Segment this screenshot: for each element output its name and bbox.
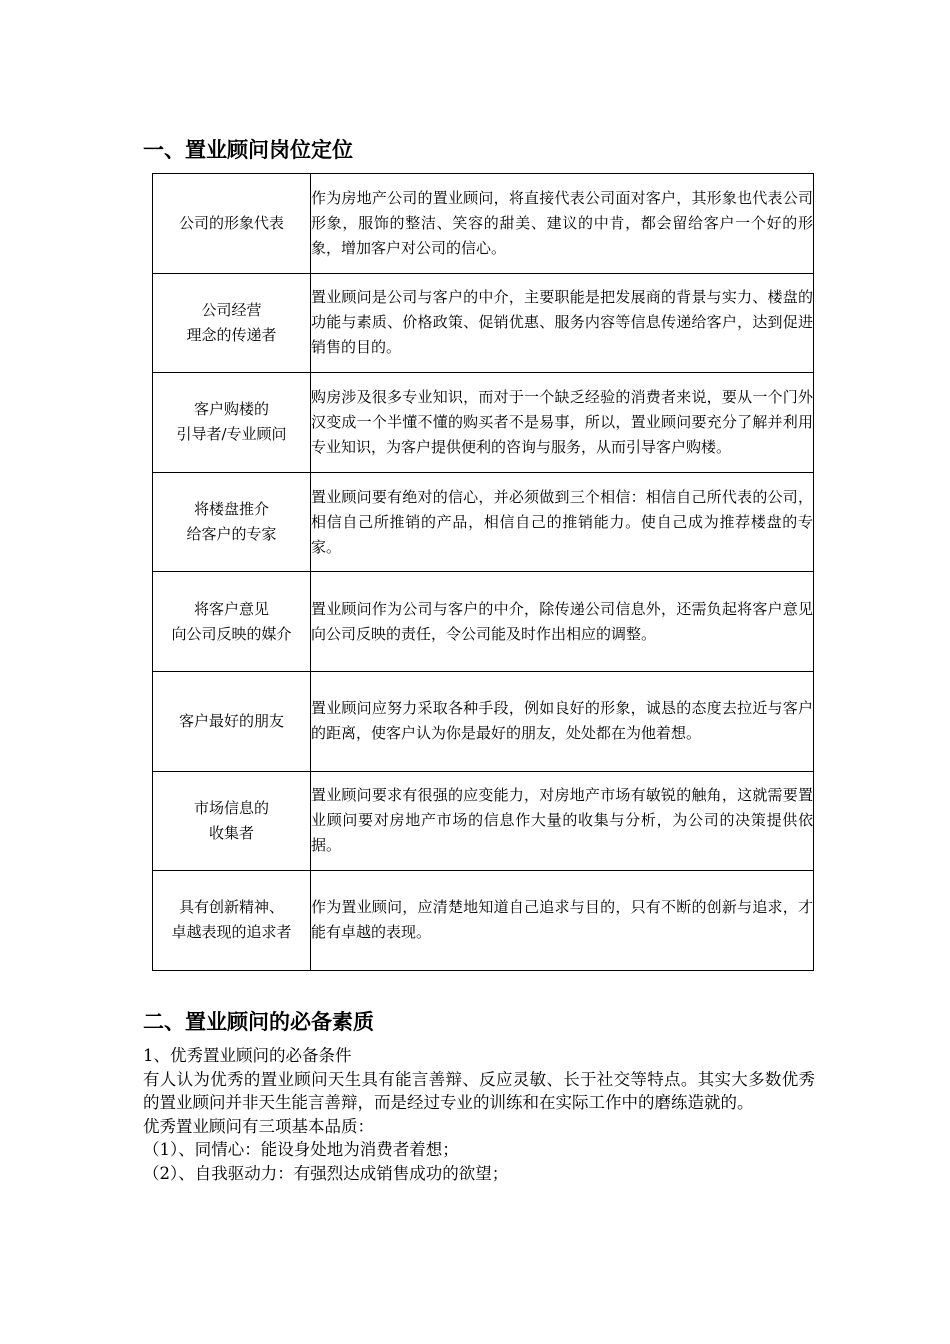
role-cell: [153, 373, 311, 473]
role-label-line: 公司经营: [201, 300, 262, 319]
table-row: [153, 373, 814, 473]
description-cell: 购房涉及很多专业知识，而对于一个缺乏经验的消费者来说，要从一个门外汉变成一个半懂不懂的购买者不是易事，所以，置业顾问要充分了解并利用专业知识，为客户提供便利的咨询与服务，从而引导客户购楼。: [311, 373, 814, 473]
role-label-line: 卓越表现的追求者: [171, 923, 292, 942]
role-cell: [153, 472, 311, 572]
role-label-line: 客户购楼的: [193, 400, 269, 419]
quality-item: （1）、同情心：能设身处地为消费者着想；: [143, 1140, 459, 1159]
table-row: [153, 472, 814, 572]
role-cell: [153, 174, 311, 274]
role-label-line: 市场信息的: [193, 798, 269, 817]
table-row: [153, 174, 814, 274]
quality-item: （2）、自我驱动力：有强烈达成销售成功的欲望；: [143, 1163, 509, 1183]
role-label-line: 向公司反映的媒介: [171, 624, 292, 643]
role-label-line: 收集者: [208, 823, 254, 842]
description-cell: 作为房地产公司的置业顾问，将直接代表公司面对客户，其形象也代表公司形象，服饰的整洁、笑容的甜美、建议的中肯，都会留给客户一个好的形象，增加客户对公司的信心。: [311, 174, 814, 274]
table-row: [153, 273, 814, 373]
role-label-line: 客户最好的朋友: [178, 711, 284, 730]
qualities-intro: 优秀置业顾问有三项基本品质：: [143, 1116, 374, 1136]
section-heading-qualities: 二、置业顾问的必备素质: [143, 1010, 374, 1034]
description-cell: 置业顾问应努力采取各种手段，例如良好的形象，诚恳的态度去拉近与客户的距离，使客户认为你是最好的朋友，处处都在为他着想。: [311, 671, 814, 771]
role-label-line: 将楼盘推介: [193, 500, 269, 519]
table-row: [153, 871, 814, 971]
description-cell: 置业顾问作为公司与客户的中介，除传递公司信息外，还需负起将客户意见向公司反映的责任，令公司能及时作出相应的调整。: [311, 572, 814, 672]
table-row: [153, 771, 814, 871]
role-label-line: 引导者/专业顾问: [176, 425, 287, 444]
role-cell: [153, 273, 311, 373]
qualities-body: [143, 1044, 815, 1185]
role-cell: [153, 771, 311, 871]
intro-paragraph: 有人认为优秀的置业顾问天生具有能言善辩、反应灵敏、长于社交等特点。其实大多数优秀的置业顾问并非天生能言善辩，而是经过专业的训练和在实际工作中的磨练造就的。: [143, 1069, 815, 1112]
role-label-line: 公司的形象代表: [178, 213, 284, 232]
role-label-line: 具有创新精神、: [178, 898, 284, 917]
description-cell: 作为置业顾问，应清楚地知道自己追求与目的，只有不断的创新与追求，才能有卓越的表现。: [311, 871, 814, 971]
subheading-requirements: 1、优秀置业顾问的必备条件: [143, 1046, 352, 1065]
table-row: [153, 671, 814, 771]
role-label-line: 给客户的专家: [186, 525, 277, 544]
role-label-line: 理念的传递者: [186, 325, 277, 344]
role-cell: [153, 671, 311, 771]
role-cell: [153, 572, 311, 672]
description-cell: 置业顾问要求有很强的应变能力，对房地产市场有敏锐的触角，这就需要置业顾问要对房地产市场的信息作大量的收集与分析，为公司的决策提供依据。: [311, 771, 814, 871]
role-label-line: 将客户意见: [193, 599, 269, 618]
role-positioning-table: [152, 173, 814, 971]
description-cell: 置业顾问要有绝对的信心，并必须做到三个相信：相信自己所代表的公司，相信自己所推销的产品，相信自己的推销能力。使自己成为推荐楼盘的专家。: [311, 472, 814, 572]
table-row: [153, 572, 814, 672]
role-cell: [153, 871, 311, 971]
description-cell: 置业顾问是公司与客户的中介，主要职能是把发展商的背景与实力、楼盘的功能与素质、价格政策、促销优惠、服务内容等信息传递给客户，达到促进销售的目的。: [311, 273, 814, 373]
section-heading-positioning: 一、置业顾问岗位定位: [143, 138, 353, 162]
